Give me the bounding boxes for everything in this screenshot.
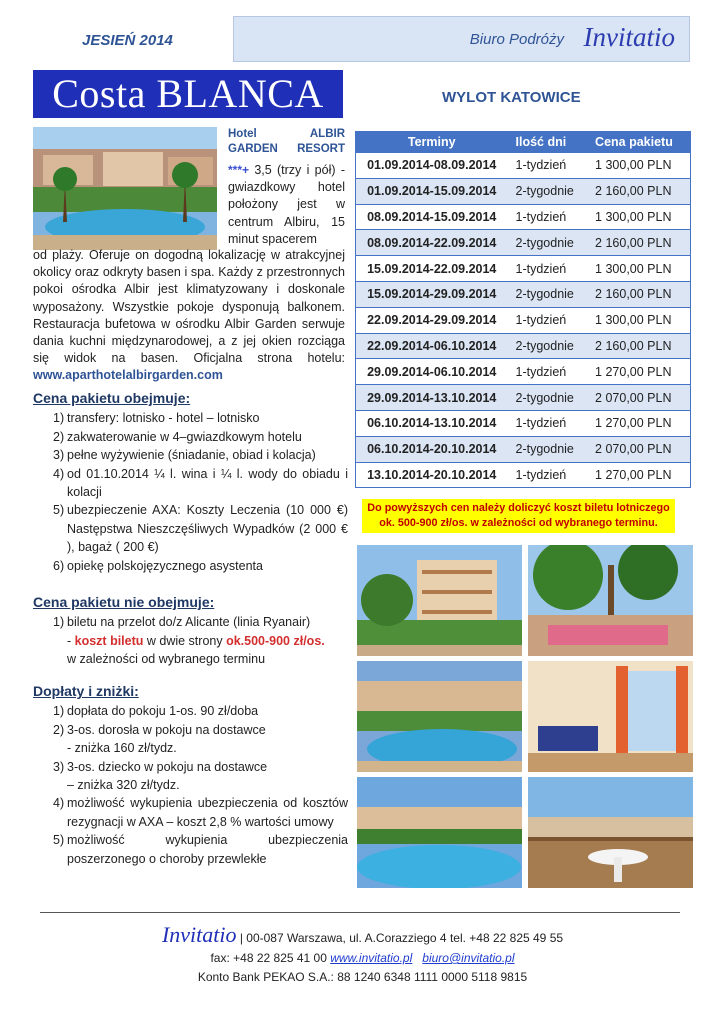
footer-brand-logo: Invitatio bbox=[161, 922, 237, 947]
hotel-description-text: od plaży. Oferuje on dogodną lokalizację w atrakcyjnej okolicy oraz odkryty basen i spa. Każdy z przestronnych pokoi ośrodka Albir jest klimatyzowany i doskonale wyposażony. Wszystkie pokoje dysponują balkonem. Restauracja bufetowa w ośrodku Albir Garden serwuje dania kuchni międzynarodowej, a z jej okien rozciąga się widok na basen. Oficjalna strona hotelu: bbox=[33, 248, 345, 366]
price-note-line: ok. 500-900 zł/os. w zależności od wybranego terminu. bbox=[379, 517, 658, 529]
price-note bbox=[362, 499, 675, 533]
list-item: 1) transfery: lotnisko - hotel – lotnisko bbox=[53, 411, 260, 426]
table-row bbox=[356, 333, 691, 359]
flight-label: WYLOT KATOWICE bbox=[442, 89, 581, 106]
resort-photo-palms bbox=[528, 545, 693, 656]
footer-contact-line bbox=[0, 951, 725, 965]
resort-photo-room bbox=[528, 661, 693, 772]
bureau-label: Biuro Podróży bbox=[469, 31, 564, 48]
table-row bbox=[356, 204, 691, 230]
table-row bbox=[356, 178, 691, 204]
days-cell: 2-tygodnie bbox=[508, 385, 588, 411]
date-cell: 08.09.2014-22.09.2014 bbox=[356, 230, 508, 256]
resort-photo-building bbox=[357, 545, 522, 656]
days-cell: 1-tydzień bbox=[508, 359, 588, 385]
table-row bbox=[356, 256, 691, 282]
date-cell: 06.10.2014-13.10.2014 bbox=[356, 410, 508, 436]
hotel-rating-text: 3,5 (trzy i pół) - gwiazdkowy hotel położony jest w centrum Albiru, 15 minut spacerem bbox=[228, 163, 345, 246]
brand-logo: Invitatio bbox=[583, 22, 675, 52]
list-item: 3) 3-os. dziecko w pokoju na dostawce – zniżka 320 zł/tydz. bbox=[53, 759, 268, 793]
table-header-row bbox=[356, 132, 691, 153]
price-cell: 2 070,00 PLN bbox=[587, 385, 690, 411]
list-item: 6) opiekę polskojęzycznego asystenta bbox=[53, 558, 263, 573]
price-cell: 2 070,00 PLN bbox=[587, 436, 690, 462]
price-cell: 1 270,00 PLN bbox=[587, 410, 690, 436]
price-cell: 1 300,00 PLN bbox=[587, 153, 690, 179]
date-cell: 22.09.2014-29.09.2014 bbox=[356, 307, 508, 333]
price-cell: 1 270,00 PLN bbox=[587, 462, 690, 488]
hotel-description bbox=[33, 247, 345, 385]
list-item: 1) dopłata do pokoju 1-os. 90 zł/doba bbox=[53, 704, 259, 719]
header-bar bbox=[233, 16, 690, 62]
table-row bbox=[356, 462, 691, 488]
price-cell: 1 300,00 PLN bbox=[587, 204, 690, 230]
excluded-heading: Cena pakietu nie obejmuje: bbox=[33, 594, 215, 610]
date-cell: 22.09.2014-06.10.2014 bbox=[356, 333, 508, 359]
date-cell: 15.09.2014-29.09.2014 bbox=[356, 281, 508, 307]
footer-address: | 00-087 Warszawa, ul. A.Corazziego 4 tel. +48 22 825 49 55 bbox=[236, 931, 564, 945]
table-row bbox=[356, 307, 691, 333]
resort-photo-balcony bbox=[528, 777, 693, 888]
list-item: 2) zakwaterowanie w 4–gwiazdkowym hotelu bbox=[53, 429, 302, 444]
list-item: 5) możliwość wykupienia ubezpieczenia poszerzonego o choroby przewlekłe bbox=[53, 833, 348, 866]
days-cell: 1-tydzień bbox=[508, 153, 588, 179]
price-cell: 1 300,00 PLN bbox=[587, 307, 690, 333]
days-cell: 2-tygodnie bbox=[508, 281, 588, 307]
footer-website-link[interactable]: www.invitatio.pl bbox=[330, 951, 413, 965]
season-label: JESIEŃ 2014 bbox=[82, 32, 173, 49]
date-cell: 29.09.2014-06.10.2014 bbox=[356, 359, 508, 385]
date-cell: 01.09.2014-15.09.2014 bbox=[356, 178, 508, 204]
resort-photo-pool-wide bbox=[357, 777, 522, 888]
resort-photo-pool bbox=[357, 661, 522, 772]
footer-divider bbox=[40, 912, 680, 913]
days-cell: 2-tygodnie bbox=[508, 333, 588, 359]
column-header-dates: Terminy bbox=[356, 132, 508, 153]
price-cell: 1 300,00 PLN bbox=[587, 256, 690, 282]
list-item: 2) 3-os. dorosła w pokoju na dostawce - zniżka 160 zł/tydz. bbox=[53, 722, 266, 756]
date-cell: 29.09.2014-13.10.2014 bbox=[356, 385, 508, 411]
days-cell: 1-tydzień bbox=[508, 410, 588, 436]
footer-email-link[interactable]: biuro@invitatio.pl bbox=[422, 951, 515, 965]
list-item: 4) od 01.10.2014 ¼ l. wina i ¼ l. wody do obiadu i kolacji bbox=[53, 466, 348, 500]
price-cell: 2 160,00 PLN bbox=[587, 333, 690, 359]
table-row bbox=[356, 436, 691, 462]
list-item: 3) pełne wyżywienie (śniadanie, obiad i kolacja) bbox=[53, 448, 316, 463]
column-header-days: Ilość dni bbox=[508, 132, 588, 153]
excluded-section bbox=[33, 593, 348, 669]
date-cell: 08.09.2014-15.09.2014 bbox=[356, 204, 508, 230]
days-cell: 2-tygodnie bbox=[508, 230, 588, 256]
footer-fax: fax: +48 22 825 41 00 bbox=[210, 951, 331, 965]
list-item: 5) ubezpieczenie AXA: Koszty Leczenia (10 000 €) Następstwa Nieszczęśliwych Wypadków (2 000 € ), bagaż ( 200 €) bbox=[53, 503, 348, 555]
price-note-line: Do powyższych cen należy doliczyć koszt biletu lotniczego bbox=[367, 502, 670, 514]
list-item: 4) możliwość wykupienia ubezpieczenia od kosztów rezygnacji w AXA – koszt 2,8 % wartości umowy bbox=[53, 796, 348, 829]
hotel-name: Hotel ALBIR GARDEN RESORT bbox=[228, 128, 345, 155]
table-row bbox=[356, 230, 691, 256]
hotel-rating bbox=[228, 162, 345, 248]
page-title: Costa BLANCA bbox=[33, 70, 343, 118]
footer-address-line bbox=[0, 922, 725, 948]
date-cell: 13.10.2014-20.10.2014 bbox=[356, 462, 508, 488]
column-header-price: Cena pakietu bbox=[587, 132, 690, 153]
days-cell: 1-tydzień bbox=[508, 307, 588, 333]
days-cell: 2-tygodnie bbox=[508, 436, 588, 462]
price-cell: 2 160,00 PLN bbox=[587, 230, 690, 256]
list-item: 1) biletu na przelot do/z Alicante (linia Ryanair) - koszt biletu w dwie strony ok.500-900 zł/os. w zależności od wybranego terminu bbox=[53, 615, 325, 667]
table-row bbox=[356, 385, 691, 411]
star-rating: ***+ bbox=[228, 163, 250, 177]
days-cell: 2-tygodnie bbox=[508, 178, 588, 204]
extras-heading: Dopłaty i zniżki: bbox=[33, 683, 139, 699]
date-cell: 06.10.2014-20.10.2014 bbox=[356, 436, 508, 462]
date-cell: 01.09.2014-08.09.2014 bbox=[356, 153, 508, 179]
days-cell: 1-tydzień bbox=[508, 256, 588, 282]
hotel-photo bbox=[33, 127, 217, 250]
table-row bbox=[356, 410, 691, 436]
footer-bank: Konto Bank PEKAO S.A.: 88 1240 6348 1111 0000 5118 9815 bbox=[197, 970, 528, 984]
hotel-website-link[interactable]: www.aparthotelalbirgarden.com bbox=[33, 368, 223, 383]
days-cell: 1-tydzień bbox=[508, 462, 588, 488]
price-cell: 2 160,00 PLN bbox=[587, 178, 690, 204]
price-cell: 2 160,00 PLN bbox=[587, 281, 690, 307]
table-row bbox=[356, 359, 691, 385]
days-cell: 1-tydzień bbox=[508, 204, 588, 230]
table-row bbox=[356, 153, 691, 179]
price-cell: 1 270,00 PLN bbox=[587, 359, 690, 385]
included-heading: Cena pakietu obejmuje: bbox=[33, 390, 191, 406]
date-cell: 15.09.2014-22.09.2014 bbox=[356, 256, 508, 282]
price-table bbox=[355, 131, 691, 488]
table-row bbox=[356, 281, 691, 307]
included-section bbox=[33, 389, 348, 575]
extras-section bbox=[33, 682, 348, 868]
